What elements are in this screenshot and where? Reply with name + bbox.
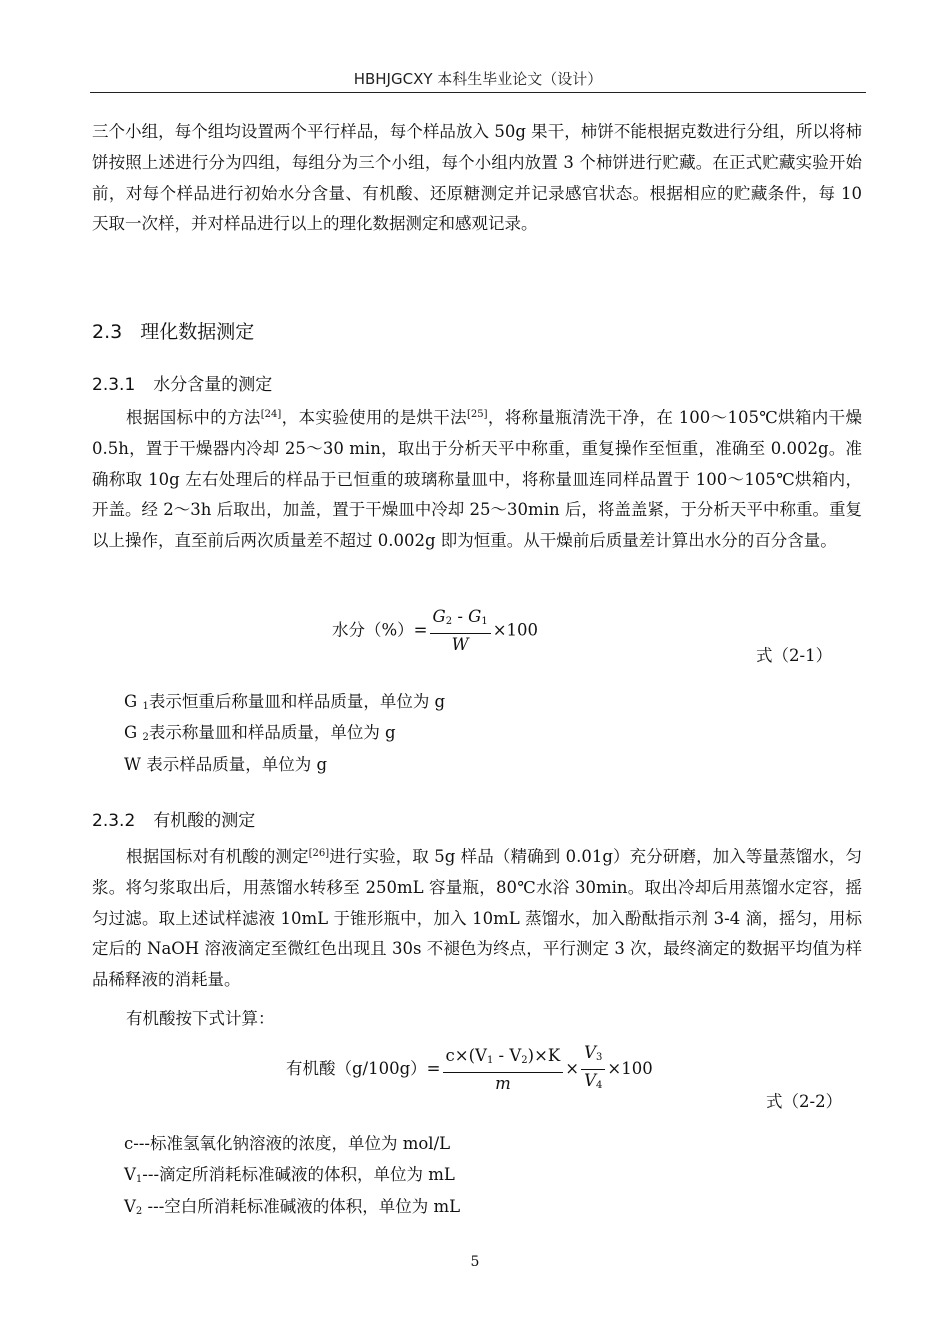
var-v: V bbox=[584, 1043, 597, 1062]
citation: [25] bbox=[466, 409, 488, 420]
section-number: 2.3.2 bbox=[92, 811, 136, 831]
organic-acid-formula bbox=[286, 1043, 653, 1096]
section-heading-2-3-2 bbox=[92, 806, 255, 831]
section-number: 2.3 bbox=[92, 321, 123, 343]
fraction-denominator: m bbox=[495, 1073, 511, 1093]
citation: [24] bbox=[260, 409, 282, 420]
citation: [26] bbox=[308, 848, 330, 859]
subscript: 2 bbox=[142, 732, 149, 743]
var-description: ---空白所消耗标准碱液的体积，单位为 mL bbox=[142, 1197, 461, 1216]
var-description: 表示恒重后称量皿和样品质量，单位为 g bbox=[148, 692, 446, 711]
variable-definition bbox=[124, 691, 445, 718]
section-number: 2.3.1 bbox=[92, 375, 136, 395]
moisture-formula bbox=[332, 607, 538, 655]
subscript: 1 bbox=[481, 616, 488, 627]
var-description: ---滴定所消耗标准碱液的体积，单位为 mL bbox=[142, 1165, 455, 1184]
fraction-numerator bbox=[581, 1043, 605, 1070]
formula-lhs: 有机酸（g/100g）= bbox=[286, 1059, 441, 1078]
var-description: ---标准氢氧化钠溶液的浓度，单位为 mol/L bbox=[133, 1134, 451, 1153]
var-symbol: V bbox=[124, 1165, 136, 1184]
equation-label: 式（2-1） bbox=[756, 646, 833, 665]
variable-definition bbox=[124, 722, 396, 749]
variable-definition bbox=[124, 1133, 450, 1160]
var-g: G bbox=[432, 607, 446, 626]
variable-definition bbox=[124, 1196, 460, 1223]
section-title: 水分含量的测定 bbox=[153, 375, 273, 395]
minus-sign: - bbox=[452, 607, 469, 626]
paragraph-text: ，本实验使用的是烘干法 bbox=[281, 408, 467, 427]
formula-lhs: 水分（%）= bbox=[332, 620, 428, 640]
formula-rhs: ×100 bbox=[492, 620, 539, 640]
variable-definition bbox=[124, 1164, 455, 1191]
var-v: V bbox=[584, 1071, 597, 1090]
subscript: 2 bbox=[445, 616, 453, 627]
paragraph-text: 根据国标中的方法 bbox=[126, 408, 261, 427]
var-symbol: c bbox=[124, 1134, 134, 1153]
numerator-part: - V bbox=[493, 1045, 522, 1065]
equation-label: 式（2-2） bbox=[766, 1092, 843, 1111]
subscript: 4 bbox=[596, 1080, 603, 1091]
paragraph-text: 根据国标对有机酸的测定 bbox=[126, 847, 309, 866]
section-title: 有机酸的测定 bbox=[153, 811, 256, 831]
subscript: 2 bbox=[135, 1206, 143, 1217]
formula-fraction bbox=[430, 607, 491, 655]
var-symbol: W bbox=[124, 755, 141, 774]
subscript: 3 bbox=[596, 1052, 603, 1063]
var-description: 表示样品质量，单位为 g bbox=[146, 755, 328, 774]
fraction-numerator bbox=[443, 1046, 564, 1073]
fraction-denominator bbox=[581, 1070, 605, 1096]
fraction-denominator: W bbox=[451, 635, 469, 654]
moisture-paragraph bbox=[92, 403, 862, 557]
formula-intro: 有机酸按下式计算： bbox=[126, 1009, 275, 1028]
numerator-part: )×K bbox=[527, 1045, 561, 1065]
section-heading-2-3 bbox=[92, 317, 254, 344]
organic-acid-paragraph bbox=[92, 842, 862, 996]
page-number: 5 bbox=[470, 1254, 480, 1270]
var-description: 表示称量皿和样品质量，单位为 g bbox=[148, 723, 396, 742]
subscript: 1 bbox=[135, 1174, 143, 1185]
section-title: 理化数据测定 bbox=[140, 321, 255, 343]
header-rule bbox=[90, 92, 866, 93]
var-symbol: G bbox=[124, 723, 138, 742]
fraction-numerator bbox=[430, 607, 491, 634]
times-sign: × bbox=[565, 1059, 580, 1078]
var-symbol: V bbox=[124, 1197, 136, 1216]
var-symbol: G bbox=[124, 692, 138, 711]
numerator-part: c×(V bbox=[445, 1045, 487, 1065]
subscript: 1 bbox=[142, 701, 149, 712]
volume-ratio-fraction bbox=[581, 1043, 605, 1096]
paragraph-text: ，将称量瓶清洗干净，在 100～105℃烘箱内干燥 0.5h，置于干燥器内冷却 25～30 min，取出于分析天平中称重，重复操作至恒重，准确至 0.002g。准确称取 10g 左右处理后的样品于已恒重的玻璃称量皿中，将称量皿连同样品置于 100～105℃烘箱内，开盖。经 2～3h 后取出，加盖，置于干燥皿中冷却 25～30min 后，将盖盖紧，于分析天平中称重。重复以上操作，直至前后两次质量差不超过 0.002g 即为恒重。从干燥前后质量差计算出水分的百分含量。 bbox=[92, 408, 862, 551]
page-header: HBHJGCXY 本科生毕业论文（设计） bbox=[353, 70, 603, 88]
var-g: G bbox=[468, 607, 482, 626]
formula-fraction bbox=[443, 1046, 564, 1094]
variable-definition bbox=[124, 754, 327, 781]
intro-paragraph: 三个小组，每个组均设置两个平行样品，每个样品放入 50g 果干，柿饼不能根据克数进行分组，所以将柿饼按照上述进行分为四组，每组分为三个小组，每个小组内放置 3 个柿饼进行贮藏。在正式贮藏实验开始前，对每个样品进行初始水分含量、有机酸、还原糖测定并记录感官状态。根据相应的贮藏条件，每 10 天取一次样，并对样品进行以上的理化数据测定和感观记录。 bbox=[92, 122, 862, 234]
section-heading-2-3-1 bbox=[92, 370, 272, 395]
subscript: 2 bbox=[521, 1054, 528, 1066]
formula-rhs: ×100 bbox=[607, 1059, 653, 1078]
subscript: 1 bbox=[486, 1054, 494, 1066]
paragraph-text: 进行实验，取 5g 样品（精确到 0.01g）充分研磨，加入等量蒸馏水，匀浆。将匀浆取出后，用蒸馏水转移至 250mL 容量瓶，80℃水浴 30min。取出冷却后用蒸馏水定容，摇匀过滤。取上述试样滤液 10mL 于锥形瓶中，加入 10mL 蒸馏水，加入酚酞指示剂 3-4 滴，摇匀，用标定后的 NaOH 溶液滴定至微红色出现且 30s 不褪色为终点，平行测定 3 次，最终滴定的数据平均值为样品稀释液的消耗量。 bbox=[92, 847, 863, 990]
